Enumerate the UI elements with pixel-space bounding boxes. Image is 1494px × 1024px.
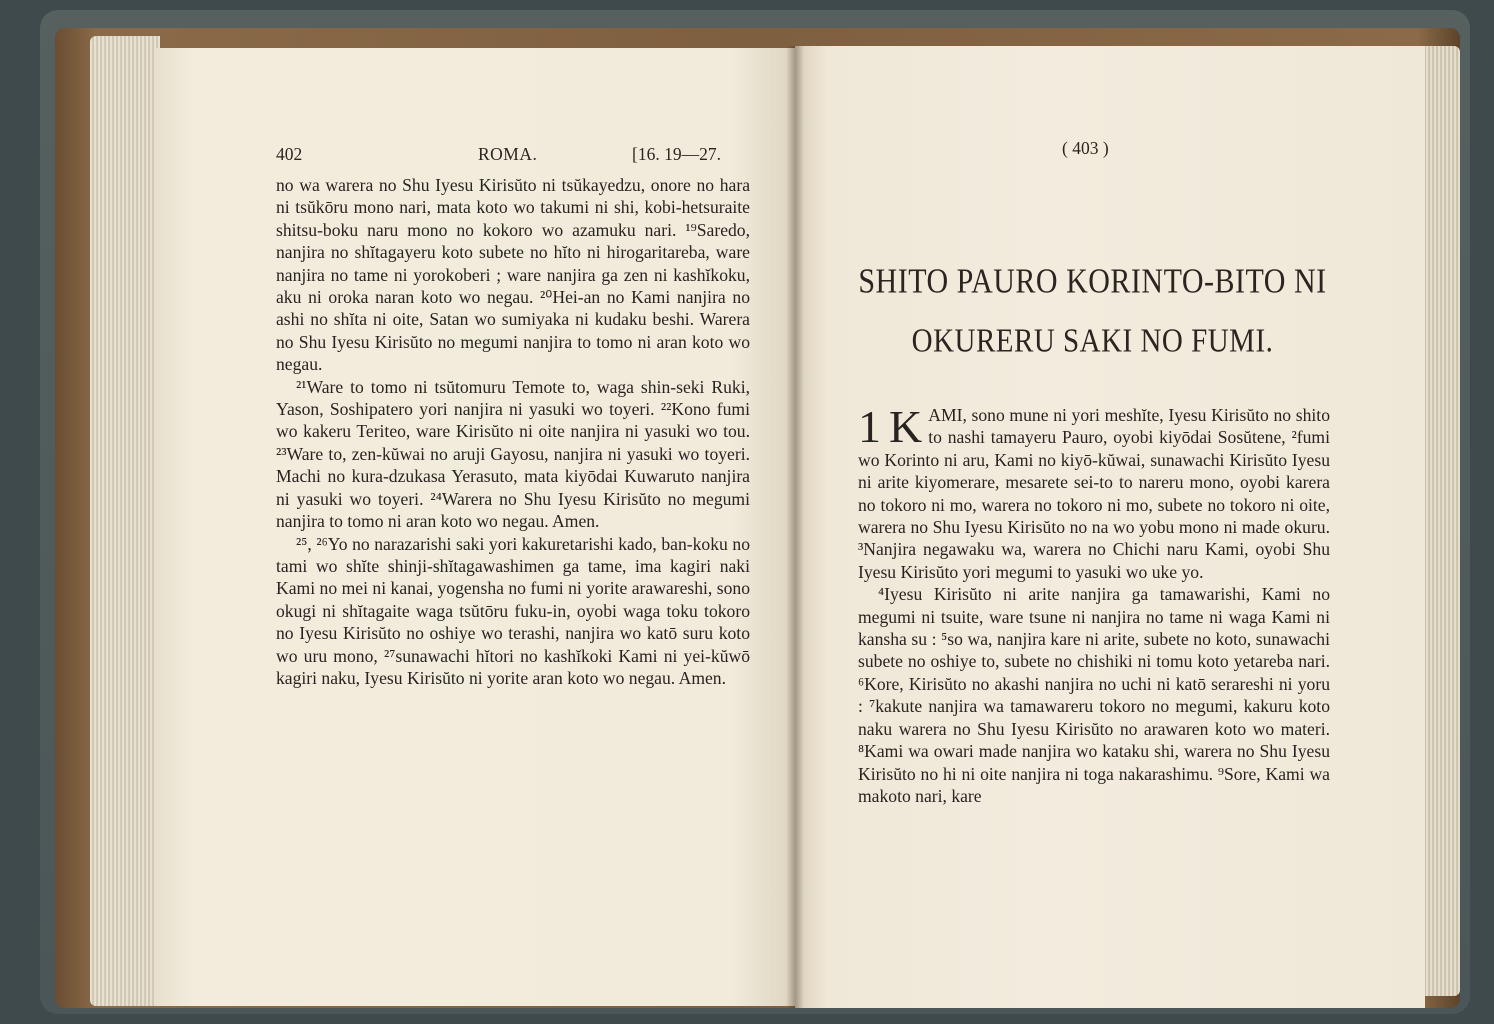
right-paragraph-2: ⁴Iyesu Kirisŭto ni arite nanjira ga tamawarishi, Kami no megumi ni tsuite, ware tsune ni nanjira no tame ni waga Kami ni kansha su : ⁵so wa, nanjira kare ni arite, subete no koto, sunawachi subete no oshiye to, subete no chishiki ni tomu koto yetareba nari. ⁶Kore, Kirisŭto no akashi nanjira no uchi ni katō serareshi ni yoru : ⁷kakute nanjira wa tamawareru tokoro no megumi, kakuru koto naku warera no Shu Iyesu Kirisŭto no arawaren koto wo materi. ⁸Kami wa owari made nanjira wo kataku shi, warera no Shu Iyesu Kirisŭto no hi ni oite nanjira ni toga nakarashimu. ⁹Sore, Kami wa makoto nari, kare bbox=[858, 584, 1330, 806]
left-running-title: ROMA. bbox=[478, 144, 538, 164]
book-title-line-1: SHITO PAURO KORINTO-BITO NI bbox=[858, 262, 1327, 301]
book-title-line-2: OKURERU SAKI NO FUMI. bbox=[911, 322, 1274, 360]
left-page-number: 402 bbox=[276, 144, 303, 164]
left-verse-range: [16. 19—27. bbox=[632, 144, 721, 164]
drop-cap-letter: K bbox=[889, 401, 923, 452]
page-edges-left bbox=[90, 36, 160, 1006]
right-paragraph-1: AMI, sono mune ni yori meshĭte, Iyesu Kirisŭto no shito to nashi tamayeru Pauro, oyobi kiyōdai Sosŭtene, ²fumi wo Korinto ni aru, Kami no kiyō-kŭwai, sunawachi Kirisŭto Iyesu ni arite kiyomerare, mesarete sei-to to nareru mono, oyobi karera no tokoro ni mo, warera no tokoro ni mo, subete no tokoro ni oite, warera no Shu Iyesu Kirisŭto no na wo yobu mono ni made okuru. ³Nanjira negawaku wa, warera no Chichi naru Kami, oyobi Shu Iyesu Kirisŭto yori megumi to yasuki wo uke yo. bbox=[858, 405, 1330, 582]
left-paragraph-2: ²¹Ware to tomo ni tsŭtomuru Temote to, waga shin-seki Ruki, Yason, Soshipatero yori nanjira ni yasuki wo toyeri. ²²Kono fumi wo kakeru Teriteo, ware Kirisŭto ni oite nanjira ni yasuki wo tou. ²³Ware to, zen-kŭwai no aruji Gayosu, nanjira ni yasuki wo toyeri. Machi no kura-dzukasa Yerasuto, mata kiyōdai Kuwaruto nanjira ni yasuki wo toyeri. ²⁴Warera no Shu Iyesu Kirisŭto no megumi nanjira to tomo ni aran koto wo negau. Amen. bbox=[276, 376, 750, 532]
right-page-text bbox=[858, 401, 1330, 807]
left-paragraph-1: no wa warera no Shu Iyesu Kirisŭto ni tsŭkayedzu, onore no hara ni tsŭkōru mono nari, mata koto wo takumi ni shi, kobi-hetsuraite shitsu-boku naru mono no kokoro wo azamuku nari. ¹⁹Saredo, nanjira no shĭtagayeru koto subete no hĭto ni hirogaritareba, ware nanjira no tame ni yorokoberi ; ware nanjira ga zen ni kashĭkoku, aku ni oroka naran koto wo negau. ²⁰Hei-an no Kami nanjira no ashi no shĭta ni oite, Satan wo sumiyaka ni kudaku beshi. Warera no Shu Iyesu Kirisŭto no megumi nanjira to tomo ni aran koto wo negau. bbox=[276, 175, 750, 375]
right-page-number: ( 403 ) bbox=[1062, 138, 1109, 158]
book-gutter bbox=[786, 46, 804, 1008]
left-paragraph-3: ²⁵, ²⁶Yo no narazarishi saki yori kakuretarishi kado, ban-koku no tami wo shĭte shinji-shĭtagawashimen ga tame, ima kagiri naki Kami no mei ni kanai, yogensha no fumi ni yorite arawareshi, sono okugi ni shĭtagaite waga tsŭtōru fuku-in, oyobi waga toku tokoro no Iyesu Kirisŭto no oshiye wo terashi, nanjira wo katō suru koto wo uru mono, ²⁷sunawachi hĭtori no kashĭkoki Kami ni yei-kŭwō kagiri naku, Iyesu Kirisŭto ni yorite aran koto wo negau. Amen. bbox=[276, 533, 750, 688]
chapter-number: 1 bbox=[858, 401, 881, 452]
left-page-text bbox=[276, 174, 750, 689]
